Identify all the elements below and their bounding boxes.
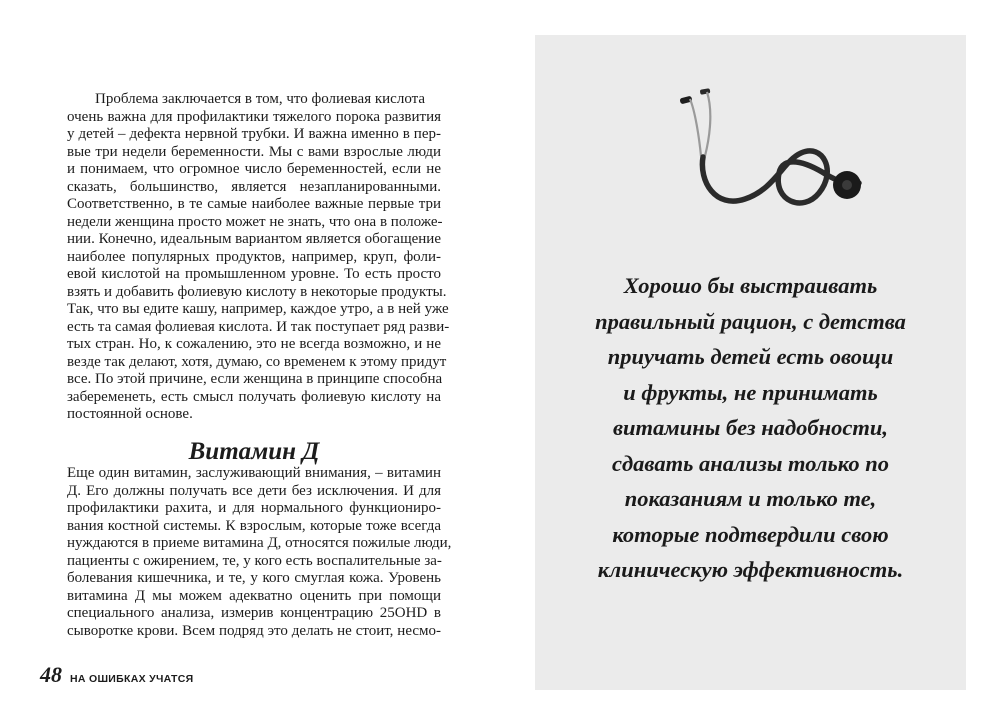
text-line: витамина Д мы можем адекватно оценить при помощи xyxy=(67,587,441,604)
text-line: сказать, большинство, является незапланированными. xyxy=(67,178,441,195)
text-line: сыворотке крови. Всем подряд это делать не стоит, несмо- xyxy=(67,622,441,639)
quote-line: витамины без надобности, xyxy=(612,415,889,440)
text-line: недели женщина просто может не знать, что она в положе- xyxy=(67,213,443,230)
text-line: есть та самая фолиевая кислота. И так поступает ряд разви- xyxy=(67,318,450,335)
quote-line: сдавать анализы только по xyxy=(612,450,889,476)
text-line: везде так делают, хотя, думаю, со временем к этому придут xyxy=(67,353,447,370)
quote-line: Хорошо бы выстраивать xyxy=(623,273,878,298)
page-footer xyxy=(40,662,193,688)
section-heading: Витамин Д xyxy=(188,438,320,465)
quote-line: и фрукты, не принимать xyxy=(623,379,878,405)
text-line: очень важна для профилактики тяжелого порока развития xyxy=(67,108,441,125)
text-line: пациенты с ожирением, те, у кого есть воспалительные за- xyxy=(67,552,442,569)
text-line: профилактики рахита, и для нормального функциониро- xyxy=(67,500,441,516)
text-line: евой кислотой на промышленном уровне. То есть просто xyxy=(67,266,441,282)
quote-line: показаниям и только те, xyxy=(624,486,877,511)
quote-line: правильный рацион, с детства xyxy=(595,308,906,334)
text-line: наиболее популярных продуктов, например, круп, фоли- xyxy=(67,248,441,265)
text-line: Так, что вы едите кашу, например, каждое утро, а в ней уже xyxy=(67,301,449,317)
text-line: Еще один витамин, заслуживающий внимания, – витамин xyxy=(67,465,441,481)
pull-quote xyxy=(565,268,936,588)
quote-panel xyxy=(535,35,966,690)
text-line: Проблема заключается в том, что фолиевая кислота xyxy=(95,91,426,107)
text-line: Соответственно, в те самые наиболее важные первые три xyxy=(67,196,441,212)
text-line: Д. Его должны получать все дети без исключения. И для xyxy=(67,482,441,499)
quote-line: которые подтвердили свою xyxy=(612,521,889,547)
text-line: взять и добавить фолиевую кислоту в некоторые продукты. xyxy=(67,283,447,300)
text-line: и понимаем, что огромное число беременностей, если не xyxy=(67,161,441,177)
running-title: НА ОШИБКАХ УЧАТСЯ xyxy=(70,673,194,685)
stethoscope-icon xyxy=(655,81,865,221)
quote-line: клиническую эффективность. xyxy=(597,557,904,582)
quote-line: приучать детей есть овощи xyxy=(607,344,894,369)
text-line: вые три недели беременности. Мы с вами взрослые люди xyxy=(67,143,441,160)
text-line: постоянной основе. xyxy=(67,406,193,422)
text-line: у детей – дефекта нервной трубки. И важна именно в пер- xyxy=(67,126,441,142)
left-page xyxy=(0,0,500,725)
text-line: тых стран. Но, к сожалению, это не всегда возможно, и не xyxy=(67,336,441,352)
text-line: болевания кишечника, и те, у кого смуглая кожа. Уровень xyxy=(67,570,441,586)
text-line: забеременеть, есть смысл получать фолиевую кислоту на xyxy=(67,388,441,405)
text-line: нии. Конечно, идеальным вариантом является обогащение xyxy=(67,231,441,247)
paragraph-folic-acid xyxy=(67,91,450,424)
text-line: специального анализа, измерив концентрацию 25OHD в xyxy=(67,605,441,621)
text-line: нуждаются в приеме витамина Д, относятся пожилые люди, xyxy=(67,535,452,551)
page-number: 48 xyxy=(40,662,62,687)
paragraph-vitamin-d xyxy=(67,465,452,640)
text-line: вания костной системы. К взрослым, которые тоже всегда xyxy=(67,517,441,534)
text-line: все. По этой причине, если женщина в принципе способна xyxy=(67,371,443,387)
